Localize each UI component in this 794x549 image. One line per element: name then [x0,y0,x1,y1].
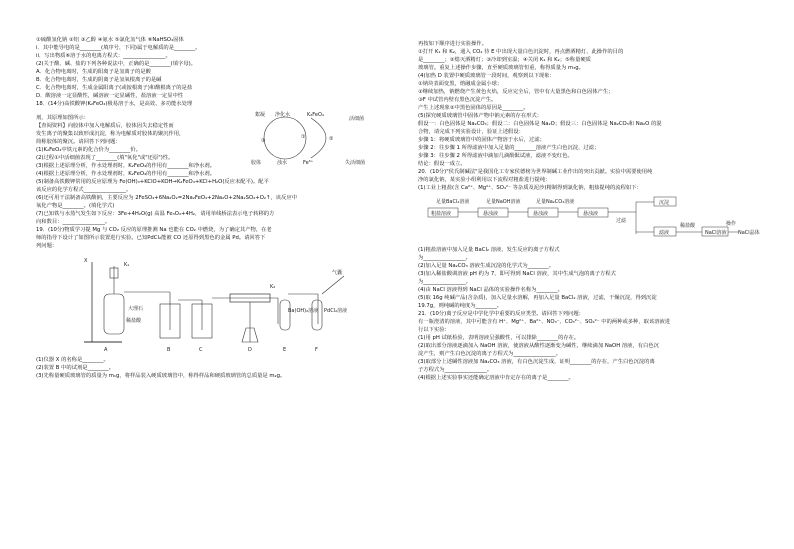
cycle-label: ② [329,136,334,142]
text-line: 向和数目：________________。 [36,219,111,225]
text-line: 列问题： [36,243,58,249]
svg-text:悬浊液: 悬浊液 [483,211,499,217]
text-line: 合物，请完成下列实验设计，验证上述假设： [418,129,524,135]
text-line: (5)探究硬质玻璃管中固体产物中钠元素的存在形式： [418,113,543,119]
text-line: C．化合物电离时，生成金属阳离子(或铵根离子)和酸根离子的是盐 [36,85,193,91]
right-block-b [418,246,770,382]
svg-text:B: B [167,347,171,353]
text-line: ii．写出物质⑥溶于水的电离方程式：________________。 [36,53,171,59]
salt-purification-flowchart [422,196,762,242]
text-line: (6)还可用干法制备高铁酸钠，主要反应为 2FeSO₄+6Na₂O₂=2Na₂FeO₄+2Na₂O+2Na₂SO₄+O₂↑，该反应中 [36,195,297,201]
svg-text:操作: 操作 [726,221,737,227]
text-line: (5)制备高铁酸钾常用的反应原理为 Fe(OH)₃+KClO+KOH→K₂FeO₄+KCl+H₂O(反应未配平)。配平 [36,179,269,185]
text-line: 为________________。 [418,279,471,285]
text-line: (3)加入稀盐酸调溶液 pH 约为 7，即可得到 NaCl 溶液，其中生成气泡的离子方程式 [418,271,616,277]
left-block-c [36,356,386,380]
text-line: (1)工业上粗盐(含 Ca²⁺、Mg²⁺、SO₄²⁻ 等杂质及泥沙)精制得到氯化钠，粗盐提纯的流程如下： [418,185,642,191]
text-line: (2)装置 B 中的试剂是________。 [36,365,115,371]
left-block-a [36,36,386,108]
text-line: (2)过程①中活细菌表现了________(填"氧化"或"还原")性。 [36,155,174,161]
right-block-a [418,40,770,192]
text-line: 【查阅资料】向胶体中加入电解质后，胶体因失去稳定性而 [36,123,174,129]
svg-text:过滤: 过滤 [616,218,627,224]
svg-text:气囊: 气囊 [332,270,343,276]
text-line: 19.7g，则纯碱的纯度为________。 [418,303,503,309]
svg-text:足量Na₂CO₃溶液: 足量Na₂CO₃溶液 [536,199,575,205]
svg-text:Ba(OH)₂溶液: Ba(OH)₂溶液 [288,308,319,314]
svg-text:C: C [199,347,203,353]
svg-text:K₂: K₂ [270,284,276,290]
text-line: A．化合物电离时，生成的阳离子是氢离子的是酸 [36,69,151,75]
text-line: (3)取部分上述碱性溶液加 Na₂CO₃ 溶液，有白色沉淀生成，证明________的存在，产生白色沉淀的离 [418,359,655,365]
text-line: 步骤 2：往步骤 1 所得滤液中加入足量的________溶液产生白色沉淀，过滤； [418,145,600,151]
svg-text:稀盐酸: 稀盐酸 [126,318,142,324]
text-line: 产生上述现象②中黑色固体的原因是________。 [418,105,529,111]
svg-text:F: F [315,347,318,353]
text-line: (3)根据上述原理分析，作水处理剂时，K₂FeO₄的作用有________和净水剂。 [36,163,216,169]
cycle-label: 絮凝 [255,112,266,118]
text-line: 有一瓶澄清的溶液，其中可能含有 H⁺、Mg²⁺、Ba²⁺、NO₃⁻、CO₃²⁻、SO₄²⁻ 中的两种或多种，取该溶液进 [418,319,671,325]
text-line: i．其中能导电的是________(填序号，下同)属于电解质的是________。 [36,45,201,51]
text-line: 简称胶体的聚沉。请回答下列问题： [36,139,121,145]
text-line: D．酸溶液一定显酸性，碱溶液一定显碱性，盐溶液一定显中性 [36,93,184,99]
text-line: 是________；②熄灭酒精灯；③冷却到室温；④关闭 K₁ 和 K₂；⑤称量硬质 [418,57,591,63]
text-line: 发生离子的聚集以致形成沉淀，称为电解质对胶体的聚沉作用， [36,131,185,137]
text-line: ①打开 K₁ 和 K₂，通入 CO₂ 待 E 中出现大量白色沉淀时，再点燃酒精灯，此操作的目的 [418,49,624,55]
text-line: 21．(10分)离子反应是中学化学中重要的反应类型。请回答下列问题： [418,311,584,317]
text-line: 步骤 1：将硬质玻璃管中的固体产物溶于水后，过滤； [418,137,545,143]
text-line: (4)根据上述原理分析，作水处理剂时，K₂FeO₄的作用有________和净水剂。 [36,171,216,177]
text-line: B．化合物电离时，生成的阴离子是氢氧根离子的是碱 [36,77,162,83]
cycle-label: 胶体 [251,160,262,166]
svg-text:PdCl₂溶液: PdCl₂溶液 [324,308,348,314]
svg-text:悬浊液: 悬浊液 [533,211,549,217]
svg-text:粗盐溶液: 粗盐溶液 [431,211,452,217]
text-line: 19．(10分)物质学习提 Mg 与 CO₂ 反应的原理推测 Na 也能在 CO₂ 中燃烧，为了确定其产物，在老 [36,227,272,233]
apparatus-figure [82,254,352,354]
text-line: 该反应的化学方程式________________。 [36,187,132,193]
svg-text:稀盐酸: 稀盐酸 [680,223,696,229]
text-line: (2)取出部分溶液逐滴加入 NaOH 溶液，使溶液从酸性逐渐变为碱性，继续滴加 NaOH 溶液，有白色沉 [418,343,659,349]
text-line: 20．(10分)"侯氏制碱法"是我国化工专家侯德榜为世界制碱工业作出的突出贡献。实验中需要使用纯 [418,169,653,175]
text-line: 结论：假设一成立。 [418,161,466,167]
text-line: 净的氯化钠，某实验小组利用以下流程对粗盐进行提纯： [418,177,551,183]
left-column [36,36,386,380]
text-line: ②继续加热，钠燃烧产生黄色火焰，反应完全后，管中有大量黑色和白色固体产生； [418,89,614,95]
cycle-label: K₂FeO₄ [307,112,324,118]
cycle-label: ① [301,134,306,140]
cycle-label: 失活细菌 [345,160,366,166]
text-line: (2)关于酸、碱、盐的下列各种说法中，正确的是________(填字母)。 [36,61,196,67]
text-line: 玻璃管。重复上述操作步骤，直至硬质玻璃管恒重，称得质量为 m₃g。 [418,65,584,71]
svg-text:大理石: 大理石 [128,306,144,312]
text-line: 师的指导下设计了如图所示装置进行实验。已知PdCl₂能被 CO 还原得到黑色的金属 Pd。请回答下 [36,235,266,241]
text-line: (5)取 16g 纯碱产品(含杂质)，加入足量水溶解，再加入足量 BaCl₂ 溶液，过滤，干燥沉淀，得到沉淀 [418,295,657,301]
svg-text:足量NaOH溶液: 足量NaOH溶液 [486,199,521,205]
cycle-label: Fe³⁺ [303,160,314,166]
svg-text:悬浊液: 悬浊液 [583,211,599,217]
text-line: (2)加入足量 Na₂CO₃ 溶液生成沉淀的化学式为________。 [418,263,555,269]
text-line: 再按如下顺序进行实验操作。 [418,41,487,47]
cycle-label: 净化水 [275,112,291,118]
right-column [418,40,770,382]
svg-text:滤液: 滤液 [659,230,670,236]
text-line: 假设一：白色固体是 Na₂CO₃；假设二：白色固体是 Na₂O；假设三：白色固体是 Na₂CO₃和 Na₂O 的混 [418,121,662,127]
text-line: (7)已知铁与水蒸气发生如下反应：3Fe+4H₂O(g) 高温 Fe₃O₄+4H₂，请用单线桥法表示电子转移的方 [36,211,275,217]
text-line: (1)K₂FeO₄中铁元素的化合价为________价。 [36,147,141,153]
text-line: 行以下实验： [418,327,450,333]
cycle-label: 活细菌 [349,116,365,122]
text-line: 氧化产物是________。(填化学式) [36,203,115,209]
svg-text:K₁: K₁ [124,262,130,268]
text-line: 淀产生，则产生白色沉淀的离子方程式为________________。 [418,351,562,357]
text-line: (1)仪器 X 的名称是________。 [36,357,109,363]
svg-text:NaCl溶液: NaCl溶液 [705,230,727,236]
text-line: (1)粗盐溶液中加入足量 BaCl₂ 溶液，发生反应的离子方程式 [418,247,560,253]
text-line: (3)先称量硬质玻璃管的质量为 m₁g，将样品装入硬质玻璃管中，称得样品和硬质玻璃管的总质量是 m₂g。 [36,373,286,379]
text-line: (1)用 pH 试纸检验，表明溶液呈强酸性，可以排除________的存在。 [418,335,580,341]
text-line: 为________________。 [418,255,471,261]
text-line: 18．(14分)高铁酸钾(K₂FeO₄)极易溶于水，是高效、多功能水处理 [36,101,193,107]
text-line: 步骤 3：往步骤 2 所得滤液中滴加几滴酚酞试液，滤液不变红色。 [418,153,573,159]
cycle-label: ③ [261,138,266,144]
text-line: ①钠块表面变黑，熔融成金属小球； [418,81,503,87]
svg-text:NaCl晶体: NaCl晶体 [738,230,760,236]
text-line: (4)根据上述实验事实还能确定溶液中肯定存在的离子是________。 [418,375,574,381]
svg-text:D: D [248,347,252,353]
svg-text:沉淀: 沉淀 [659,200,670,206]
text-line: (4)加热 D 装置中硬质玻璃管一段时间，观察到以下现象： [418,73,555,79]
svg-text:A: A [104,347,108,353]
text-line: ①硫酸氢化钠 ②铝 ③乙醇 ④氨水 ⑤氯化氢气体 ⑥NaHSO₄固体 [36,37,184,43]
svg-text:E: E [283,347,287,353]
k2feo4-cycle-figure [241,108,391,168]
text-line: ③F 中试管内壁有黑色沉淀产生。 [418,97,497,103]
cycle-label: 浊水 [277,160,288,166]
text-line: 剂，其原理如图所示： [36,115,89,121]
text-line: 子方程式为________________。 [418,367,493,373]
svg-text:足量BaCl₂溶液: 足量BaCl₂溶液 [436,199,470,205]
text-line: (4)由 NaCl 溶液得到 NaCl 晶体的实验操作名称为________。 [418,287,563,293]
svg-text:X: X [84,258,88,264]
